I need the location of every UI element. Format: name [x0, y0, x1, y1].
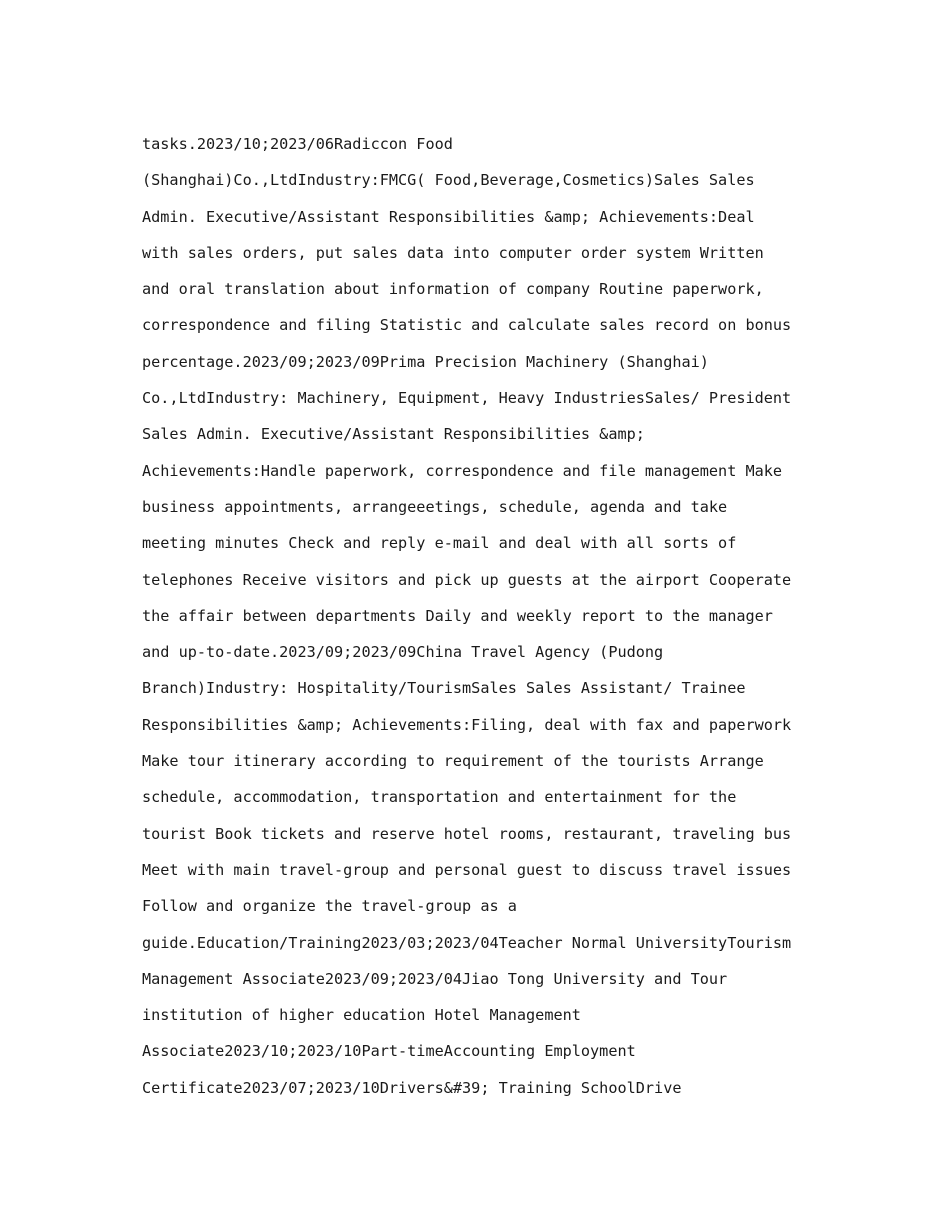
text-line: business appointments, arrangeeetings, schedule, agenda and take: [142, 497, 728, 516]
text-line: Responsibilities &amp; Achievements:Filing, deal with fax and paperwork: [142, 715, 792, 734]
text-line: Management Associate2023/09;2023/04Jiao Tong University and Tour: [142, 969, 728, 988]
text-line: Co.,LtdIndustry: Machinery, Equipment, Heavy IndustriesSales/ President: [142, 389, 792, 408]
text-line: and up-to-date.2023/09;2023/09China Travel Agency (Pudong: [142, 643, 664, 662]
text-line: with sales orders, put sales data into computer order system Written: [142, 243, 764, 262]
text-line: Follow and organize the travel-group as a: [142, 897, 517, 916]
text-line: (Shanghai)Co.,LtdIndustry:FMCG( Food,Beverage,Cosmetics)Sales Sales: [142, 171, 755, 190]
text-line: Achievements:Handle paperwork, correspondence and file management Make: [142, 461, 783, 480]
text-line: meeting minutes Check and reply e-mail and deal with all sorts of: [142, 534, 737, 553]
text-line: tasks.2023/10;2023/06Radiccon Food: [142, 135, 453, 153]
text-line: tourist Book tickets and reserve hotel rooms, restaurant, traveling bus: [142, 824, 792, 843]
text-line: and oral translation about information of company Routine paperwork,: [142, 280, 764, 299]
text-line: Make tour itinerary according to requirement of the tourists Arrange: [142, 752, 764, 771]
text-line: guide.Education/Training2023/03;2023/04Teacher Normal UniversityTourism: [142, 933, 792, 952]
text-line: Sales Admin. Executive/Assistant Responsibilities &amp;: [142, 425, 645, 444]
text-line: Certificate2023/07;2023/10Drivers&#39; Training SchoolDrive: [142, 1078, 682, 1097]
text-line: Branch)Industry: Hospitality/TourismSales Sales Assistant/ Trainee: [142, 679, 746, 698]
text-line: correspondence and filing Statistic and calculate sales record on bonus: [142, 316, 792, 335]
text-line: percentage.2023/09;2023/09Prima Precision Machinery (Shanghai): [142, 352, 709, 371]
text-line: telephones Receive visitors and pick up guests at the airport Cooperate: [142, 570, 792, 589]
text-line: Associate2023/10;2023/10Part-timeAccounting Employment: [142, 1042, 636, 1061]
text-line: schedule, accommodation, transportation and entertainment for the: [142, 788, 737, 807]
text-line: Meet with main travel-group and personal guest to discuss travel issues: [142, 860, 792, 879]
resume-text-body: [142, 126, 842, 1106]
text-line: the affair between departments Daily and weekly report to the manager: [142, 606, 773, 625]
text-line: Admin. Executive/Assistant Responsibilities &amp; Achievements:Deal: [142, 207, 755, 226]
text-line: institution of higher education Hotel Management: [142, 1006, 581, 1025]
